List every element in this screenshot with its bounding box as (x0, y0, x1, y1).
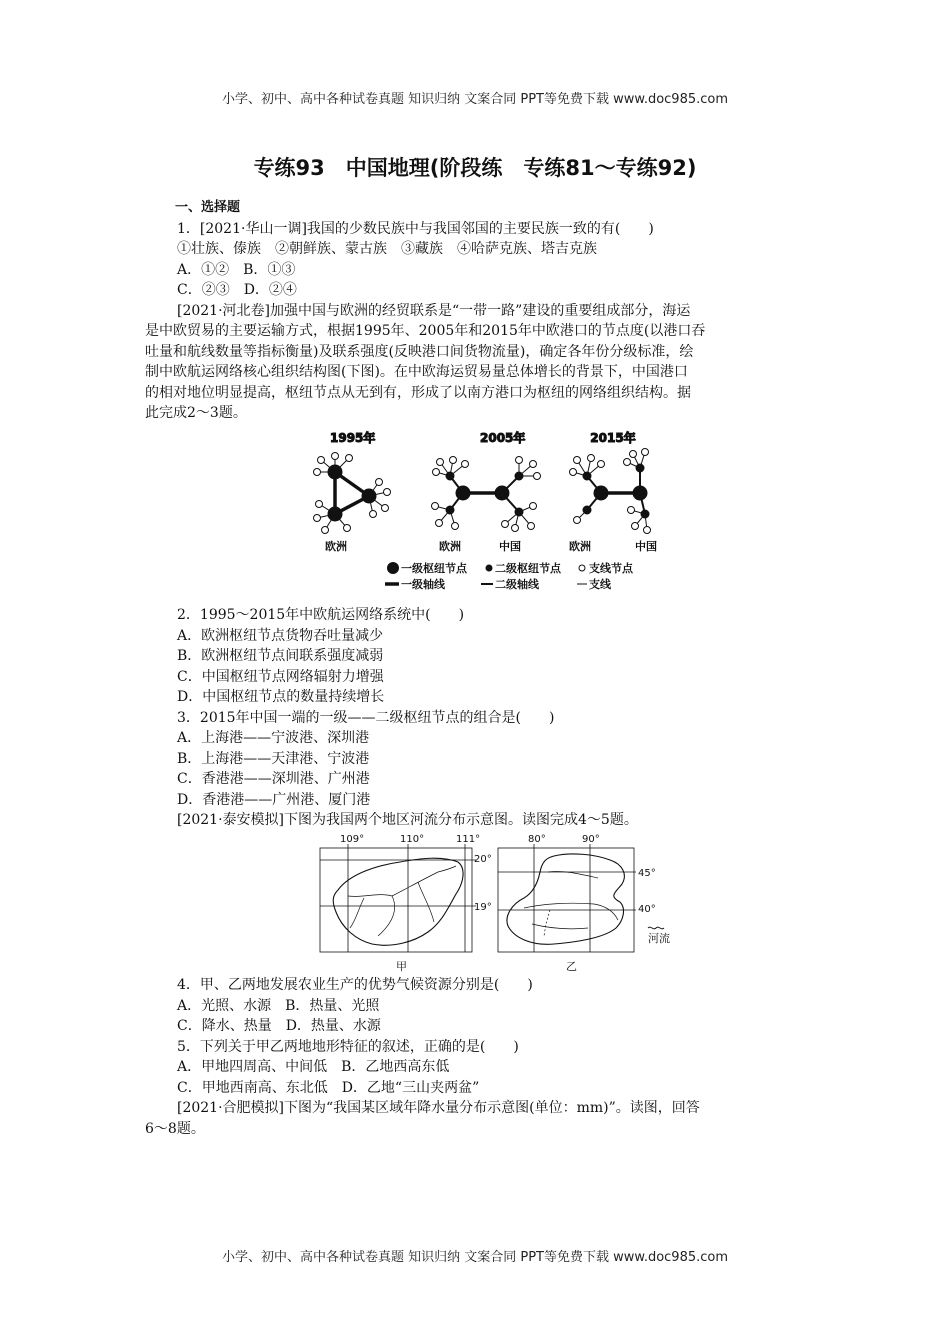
questions-part-1 (145, 198, 805, 424)
q2-option: C．中国枢纽节点网络辐射力增强 (177, 668, 384, 685)
region-label-europe: 欧洲 (439, 540, 461, 553)
shipping-network-diagram (305, 428, 657, 593)
legend-secondary-node: 二级枢纽节点 (495, 562, 561, 575)
yi-lon-80: 80° (528, 834, 546, 845)
yi-lat-40: 40° (638, 904, 656, 915)
q4-options-cd: C．降水、热量 D．热量、水源 (177, 1018, 381, 1034)
map-jia-label: 甲 (396, 960, 407, 973)
q3-stem: 3．2015年中国一端的一级——二级枢纽节点的组合是( ) (177, 709, 555, 726)
q2-stem: 2．1995～2015年中欧航运网络系统中( ) (177, 607, 465, 623)
river-legend-icon (648, 927, 664, 929)
q2-option: D．中国枢纽节点的数量持续增长 (177, 689, 385, 705)
q1-options-cd: C．②③ D．②④ (177, 282, 297, 298)
questions-part-3 (145, 975, 805, 1139)
q3-option: A．上海港——宁波港、深圳港 (177, 730, 370, 746)
region-label-europe: 欧洲 (569, 540, 591, 553)
q5-options-ab: A．甲地四周高、中间低 B．乙地西高东低 (177, 1059, 450, 1075)
legend-primary-axis: 一级轴线 (401, 578, 445, 591)
legend-secondary-axis: 二级轴线 (495, 578, 539, 591)
jia-lat-20: 20° (474, 854, 492, 865)
legend-secondary-node-icon (486, 565, 493, 572)
page-footer: 小学、初中、高中各种试卷真题 知识归纳 文案合同 PPT等免费下载 www.doc985.com (221, 1250, 729, 1265)
q5-stem: 5．下列关于甲乙两地地形特征的叙述，正确的是( ) (177, 1038, 519, 1055)
q2-option: A．欧洲枢纽节点货物吞吐量减少 (177, 627, 384, 644)
legend-branch-node: 支线节点 (589, 562, 633, 575)
intro-4-5: [2021·泰安模拟]下图为我国两个地区河流分布示意图。读图完成4～5题。 (177, 812, 638, 828)
jia-lat-19: 19° (474, 902, 492, 913)
region-label-china: 中国 (499, 540, 521, 553)
hainan-rivers (348, 866, 456, 936)
hainan-coastline (333, 858, 463, 945)
q1-stem: 1．[2021·华山一调]我国的少数民族中与我国邻国的主要民族一致的有( ) (177, 220, 654, 237)
intro-6-8-line: 6～8题。 (145, 1120, 205, 1137)
map-jia-frame (320, 848, 472, 952)
jia-lon-109: 109° (340, 834, 365, 845)
q3-option: B．上海港——天津港、宁波港 (177, 750, 370, 767)
page-title: 专练93 中国地理(阶段练 专练81～专练92) (253, 156, 697, 180)
intro-2-3-line: 是中欧贸易的主要运输方式，根据1995年、2005年和2015年中欧港口的节点度(以港口吞 (145, 323, 706, 339)
q4-options-ab: A．光照、水源 B．热量、光照 (177, 997, 380, 1014)
river-distribution-maps (318, 832, 688, 972)
jia-lon-110: 110° (400, 834, 425, 845)
intro-2-3-line: [2021·河北卷]加强中国与欧洲的经贸联系是“一带一路”建设的重要组成部分，海运 (177, 302, 691, 319)
year-2015-label: 2015年 (590, 431, 636, 445)
q3-option: C．香港港——深圳港、广州港 (177, 771, 370, 787)
intro-2-3-line: 制中欧航运网络核心组织结构图(下图)。在中欧海运贸易量总体增长的背景下，中国港口 (145, 364, 688, 380)
legend-river: 河流 (648, 932, 670, 945)
page-header: 小学、初中、高中各种试卷真题 知识归纳 文案合同 PPT等免费下载 www.doc985.com (221, 92, 729, 107)
legend-branch-node-icon (579, 565, 585, 571)
questions-part-2 (145, 605, 805, 831)
section-heading: 一、选择题 (175, 200, 241, 215)
region-label-china: 中国 (635, 540, 657, 553)
year-2005-label: 2005年 (480, 431, 526, 445)
q4-stem: 4．甲、乙两地发展农业生产的优势气候资源分别是( ) (177, 977, 533, 993)
intro-2-3-line: 此完成2～3题。 (145, 405, 247, 421)
q1-items: ①壮族、傣族 ②朝鲜族、蒙古族 ③藏族 ④哈萨克族、塔吉克族 (177, 241, 597, 257)
q2-option: B．欧洲枢纽节点间联系强度减弱 (177, 648, 384, 664)
intro-2-3-line: 的相对地位明显提高，枢纽节点从无到有，形成了以南方港口为枢纽的网络组织结构。据 (145, 384, 691, 401)
legend-primary-node: 一级枢纽节点 (401, 562, 467, 575)
year-1995-label: 1995年 (330, 431, 376, 445)
map-yi-label: 乙 (566, 960, 577, 973)
legend-branch-line: 支线 (589, 578, 611, 591)
jia-lon-111: 111° (456, 834, 481, 845)
region-label-europe: 欧洲 (325, 540, 347, 553)
intro-6-8-line: [2021·合肥模拟]下图为“我国某区域年降水量分布示意图(单位：mm)”。读图，回答 (177, 1100, 700, 1116)
yi-lat-45: 45° (638, 868, 656, 879)
xinjiang-outline (507, 854, 624, 944)
yi-lon-90: 90° (582, 834, 600, 845)
intro-2-3-line: 吐量和航线数量等指标衡量)及联系强度(反映港口间货物流量)，确定各年份分级标准，绘 (145, 343, 694, 360)
q1-options-ab: A．①② B．①③ (177, 261, 296, 278)
legend-primary-node-icon (387, 562, 399, 574)
q5-options-cd: C．甲地西南高、东北低 D．乙地“三山夹两盆” (177, 1079, 480, 1096)
q3-option: D．香港港——广州港、厦门港 (177, 791, 371, 808)
